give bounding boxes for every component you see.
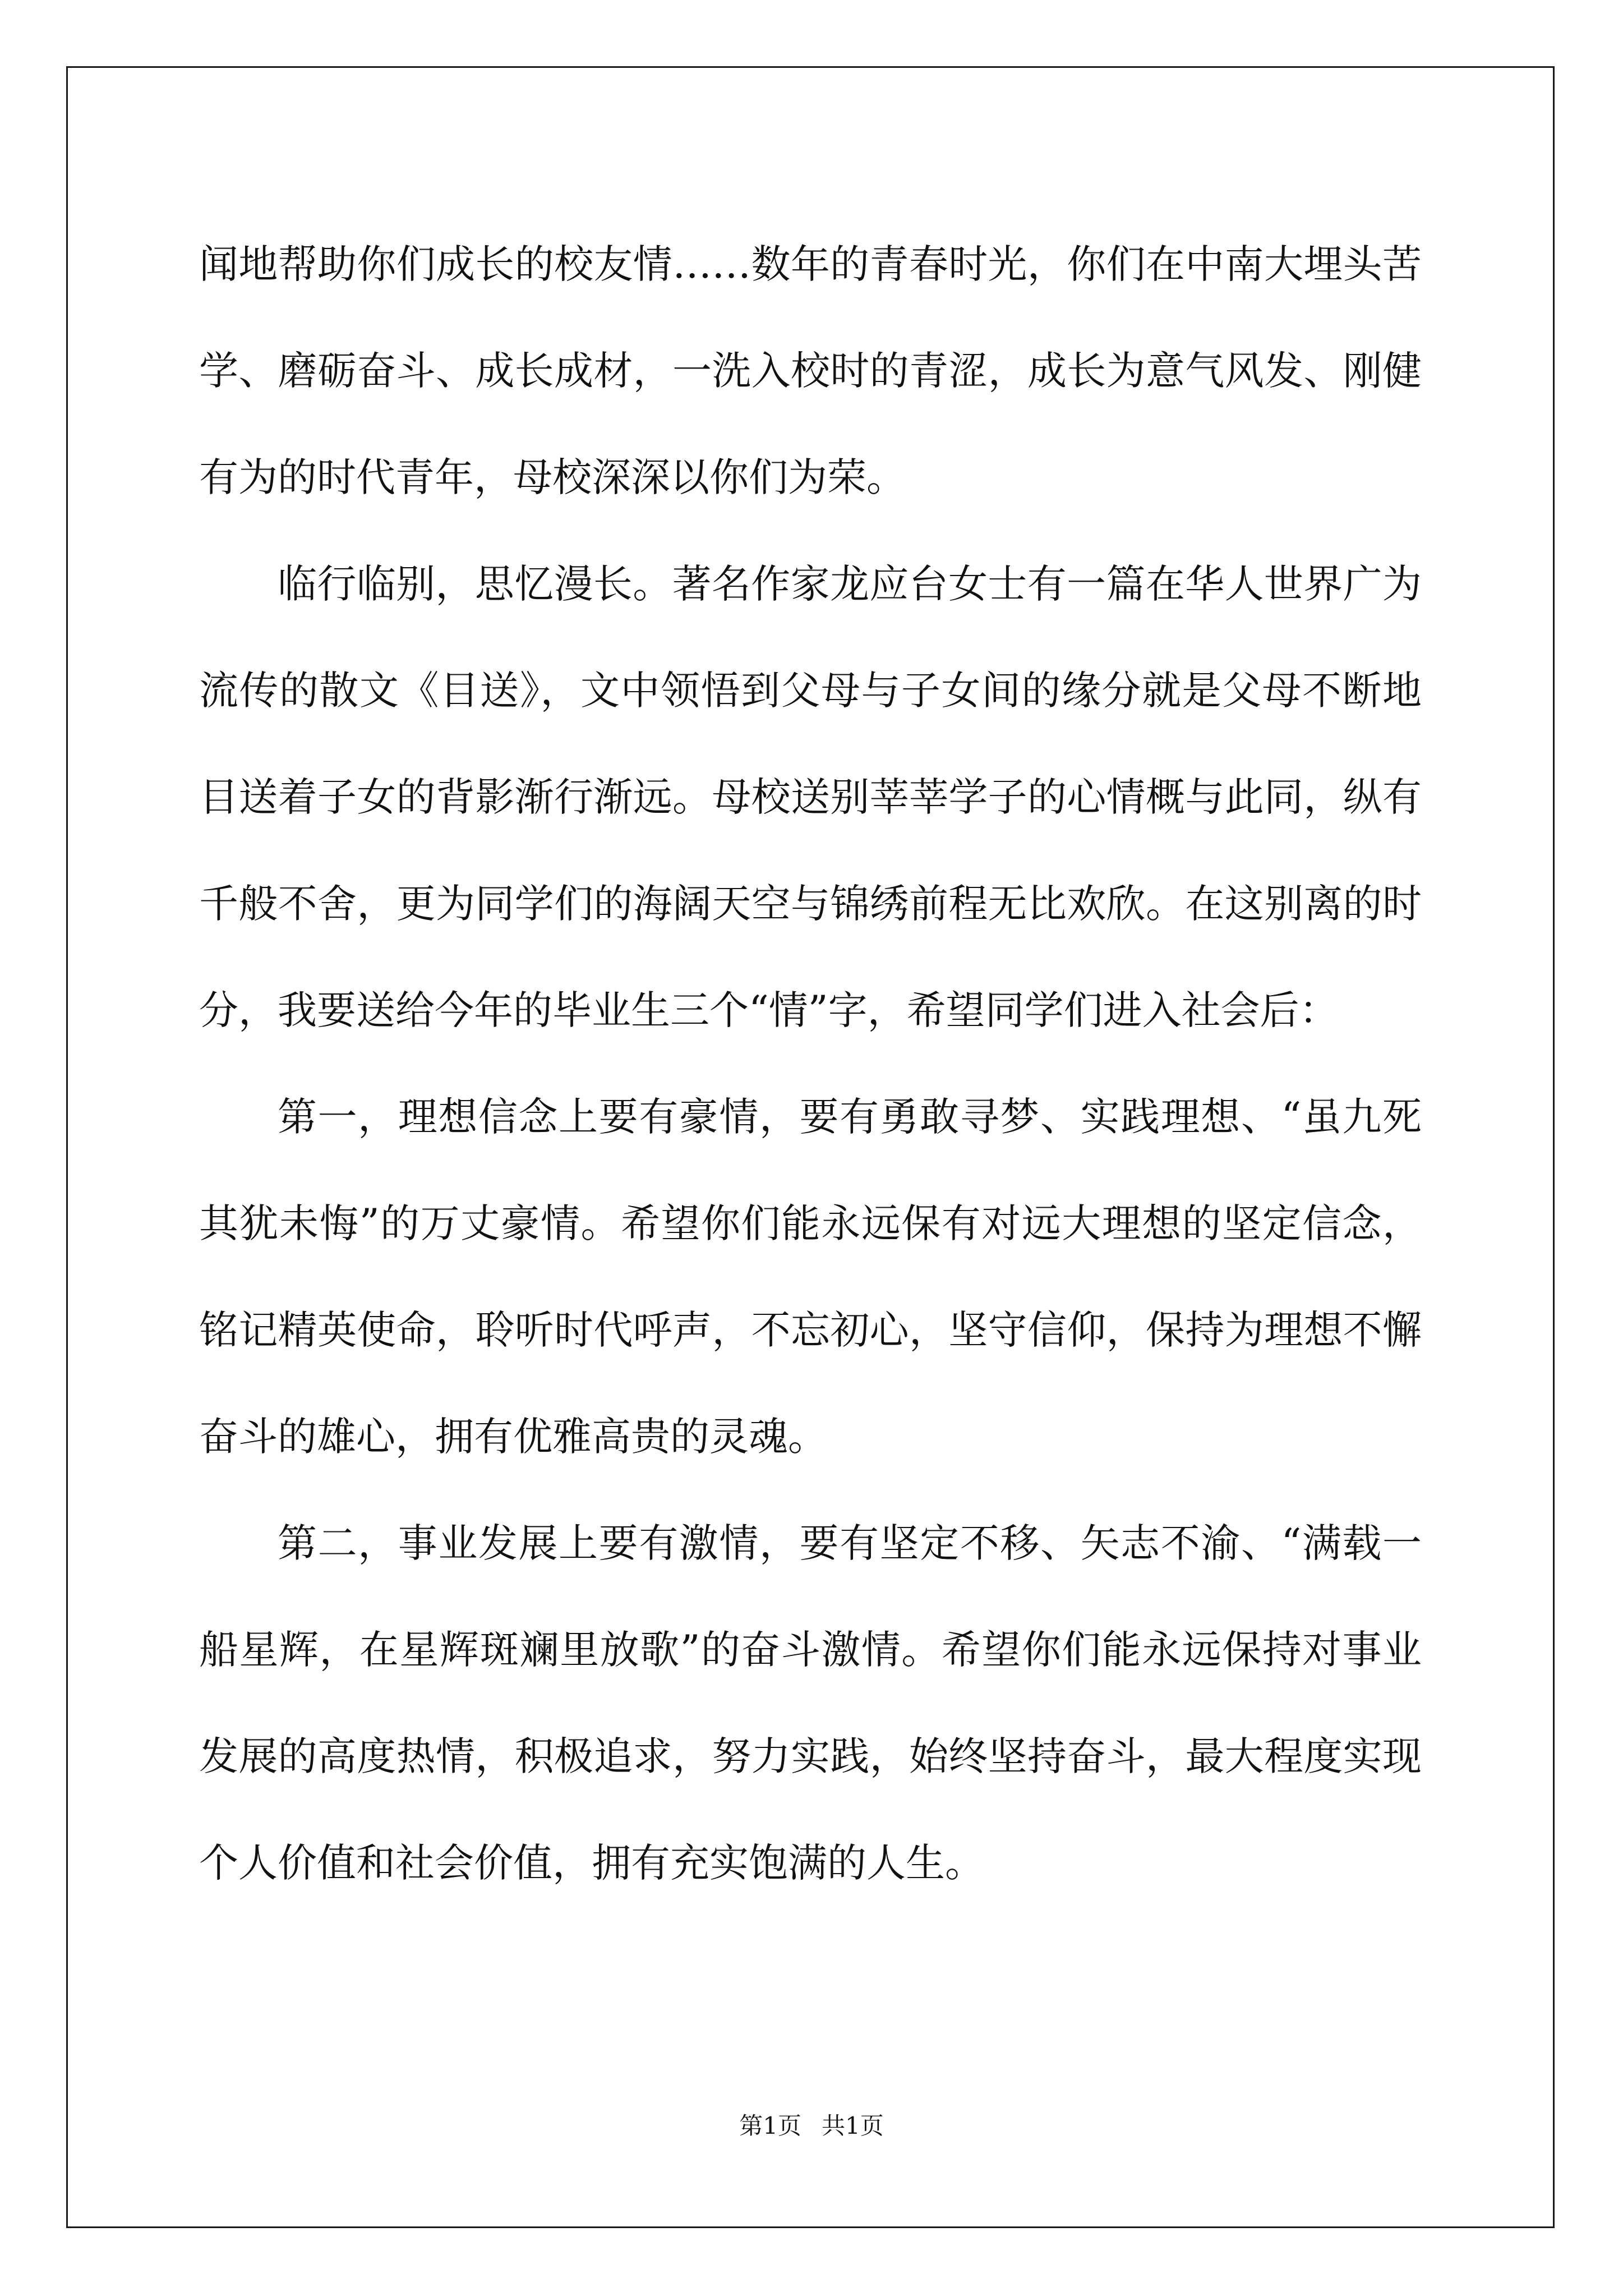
page-number: 第1页: [739, 2112, 801, 2139]
page-total: 共1页: [822, 2112, 884, 2139]
paragraph: 第一，理想信念上要有豪情，要有勇敢寻梦、实践理想、“虽九死其犹未悔”的万丈豪情。希望你们能永远保有对远大理想的坚定信念，铭记精英使命，聆听时代呼声，不忘初心，坚守信仰，保持为理想不懈奋斗的雄心，拥有优雅高贵的灵魂。: [199, 1094, 1422, 1460]
document-body: [199, 211, 1422, 1916]
page-footer: [0, 2109, 1623, 2143]
paragraph: 闻地帮助你们成长的校友情……数年的青春时光，你们在中南大埋头苦学、磨砺奋斗、成长成材，一洗入校时的青涩，成长为意气风发、刚健有为的时代青年，母校深深以你们为荣。: [199, 241, 1422, 500]
paragraph: 第二，事业发展上要有激情，要有坚定不移、矢志不渝、“满载一船星辉，在星辉斑斓里放歌”的奋斗激情。希望你们能永远保持对事业发展的高度热情，积极追求，努力实践，始终坚持奋斗，最大程度实现个人价值和社会价值，拥有充实饱满的人生。: [199, 1520, 1422, 1886]
paragraph: 临行临别，思忆漫长。著名作家龙应台女士有一篇在华人世界广为流传的散文《目送》，文中领悟到父母与子女间的缘分就是父母不断地目送着子女的背影渐行渐远。母校送别莘莘学子的心情概与此同，纵有千般不舍，更为同学们的海阔天空与锦绣前程无比欢欣。在这别离的时分，我要送给今年的毕业生三个“情”字，希望同学们进入社会后：: [199, 561, 1422, 1033]
